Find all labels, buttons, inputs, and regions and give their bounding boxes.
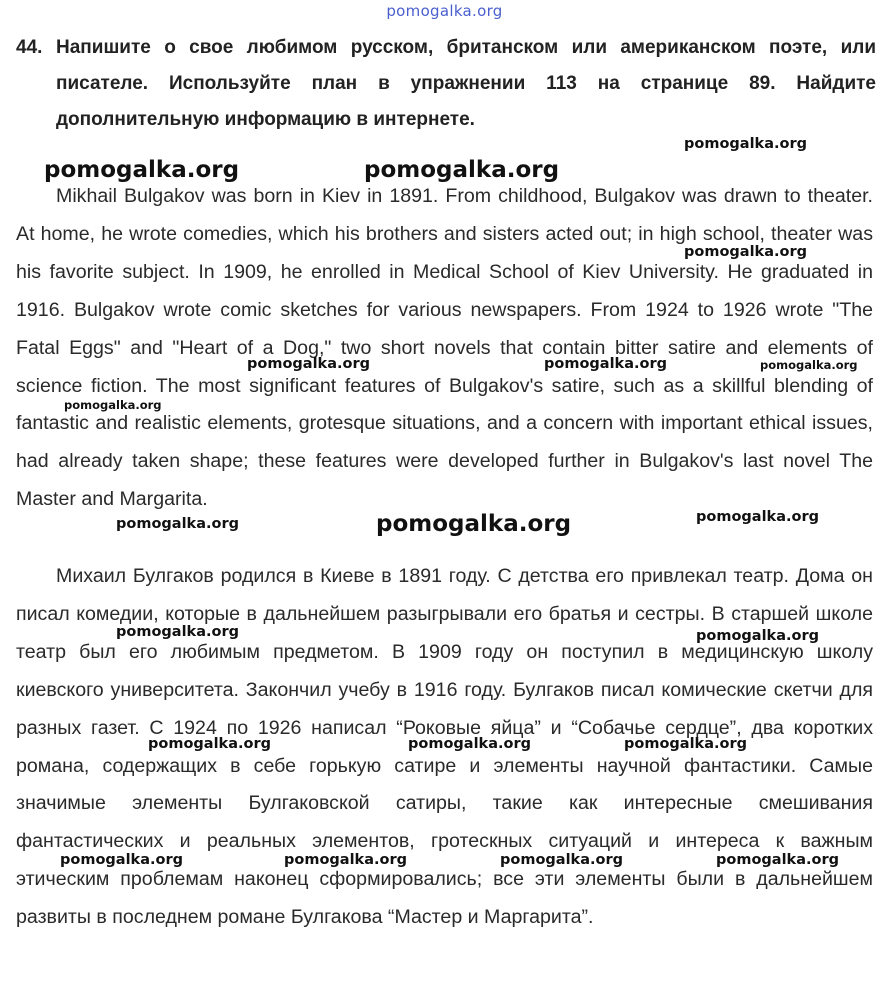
watermark: pomogalka.org xyxy=(116,516,239,532)
watermark: pomogalka.org xyxy=(44,157,240,183)
watermark: pomogalka.org xyxy=(247,356,370,372)
watermark: pomogalka.org xyxy=(148,736,271,752)
watermark: pomogalka.org xyxy=(624,736,747,752)
watermark: pomogalka.org xyxy=(376,511,572,537)
watermark: pomogalka.org xyxy=(760,358,858,372)
watermark: pomogalka.org xyxy=(116,624,239,640)
watermark: pomogalka.org xyxy=(284,852,407,868)
task-text: Напишите о свое любимом русском, британском или американском поэте, или писателе. Используйте план в упражнении 113 на странице 89. Найдите дополнительную информацию в интернете. xyxy=(56,37,876,130)
watermark: pomogalka.org xyxy=(716,852,839,868)
watermark: pomogalka.org xyxy=(500,852,623,868)
russian-paragraph: Михаил Булгаков родился в Киеве в 1891 году. С детства его привлекал театр. Дома он писал комедии, которые в дальнейшем разыгрывали его братья и сестры. В старшей школе театр был его любимым предметом. В 1909 году он поступил в медицинскую школу киевского университета. Закончил учебу в 1916 году. Булгаков писал комические скетчи для разных газет. С 1924 по 1926 написал “Роковые яйца” и “Собачье сердце”, два коротких романа, содержащих в себе горькую сатире и элементы научной фантастики. Самые значимые элементы Булгаковской сатиры, такие как интересные смешивания фантастических и реальных элементов, гротескных ситуаций и интереса к важным этическим проблемам наконец сформировались; все эти элементы были в дальнейшем развиты в последнем романе Булгакова “Мастер и Маргарита”. xyxy=(16,565,873,929)
watermark: pomogalka.org xyxy=(684,136,807,152)
watermark: pomogalka.org xyxy=(364,157,560,183)
watermark: pomogalka.org xyxy=(684,244,807,260)
watermark: pomogalka.org xyxy=(60,852,183,868)
watermark: pomogalka.org xyxy=(544,356,667,372)
site-header: pomogalka.org xyxy=(386,2,503,20)
task-heading xyxy=(16,30,876,138)
watermark: pomogalka.org xyxy=(696,628,819,644)
watermark: pomogalka.org xyxy=(696,509,819,525)
english-paragraph: Mikhail Bulgakov was born in Kiev in 1891. From childhood, Bulgakov was drawn to theater. At home, he wrote comedies, which his brothers and sisters acted out; in high school, theater was his favorite subject. In 1909, he enrolled in Medical School of Kiev University. He graduated in 1916. Bulgakov wrote comic sketches for various newspapers. From 1924 to 1926 wrote "The Fatal Eggs" and "Heart of a Dog," two short novels that contain bitter satire and elements of science fiction. The most significant features of Bulgakov's satire, such as a skillful blending of fantastic and realistic elements, grotesque situations, and a concern with important ethical issues, had already taken shape; these features were developed further in Bulgakov's last novel The Master and Margarita. xyxy=(16,185,873,511)
watermark: pomogalka.org xyxy=(64,398,162,412)
task-number: 44. xyxy=(16,37,43,58)
watermark: pomogalka.org xyxy=(408,736,531,752)
